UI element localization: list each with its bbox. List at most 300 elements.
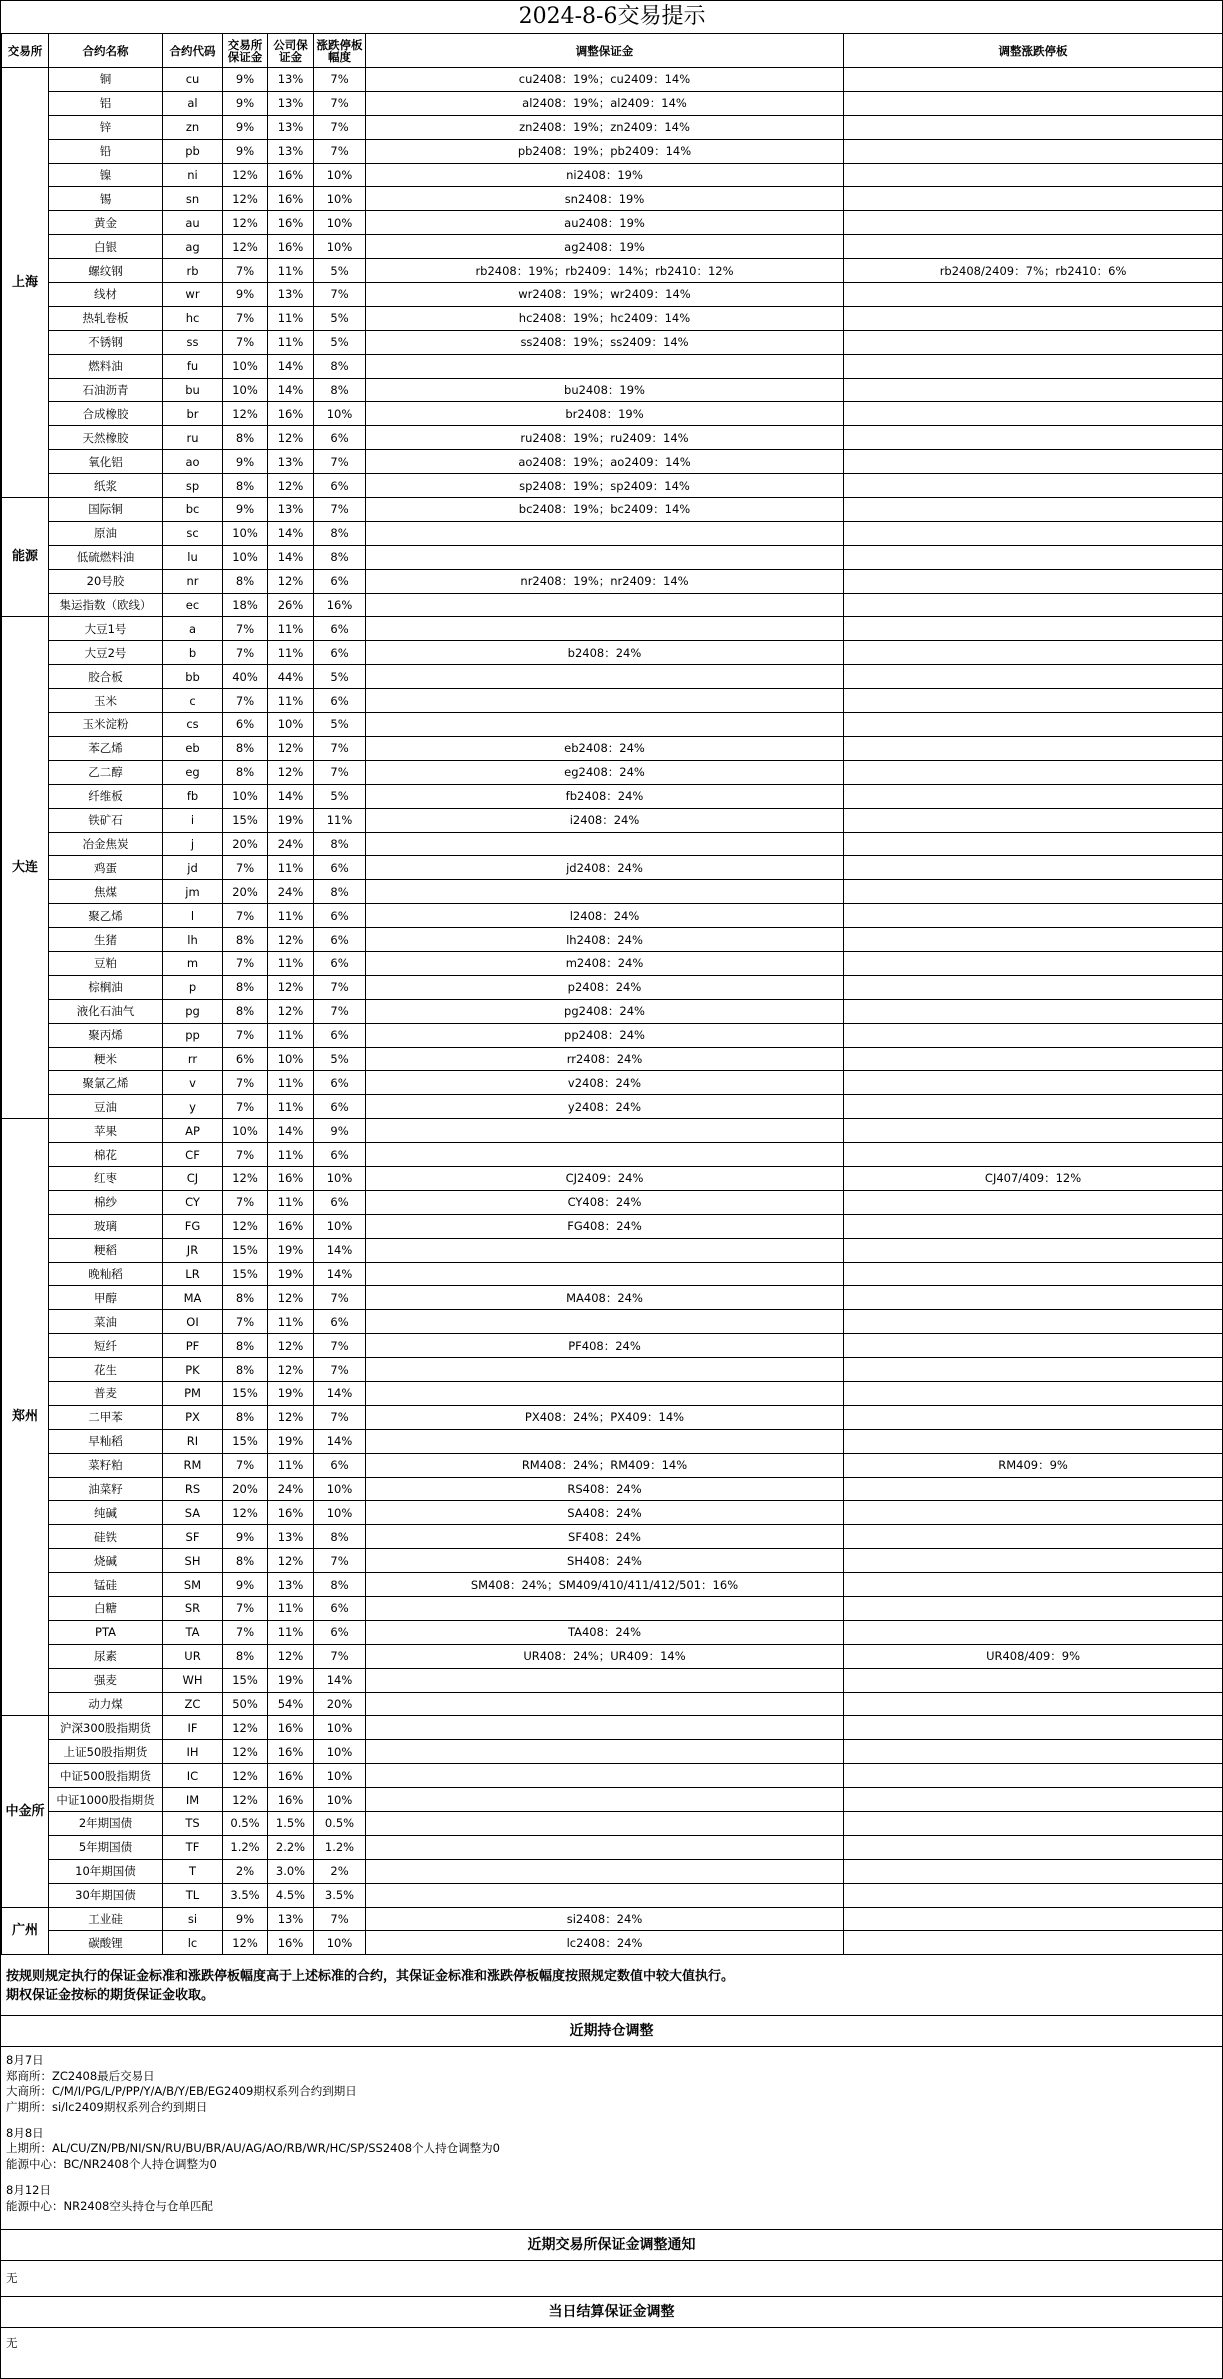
adjusted-margin xyxy=(366,354,844,378)
adjusted-limit xyxy=(844,1668,1223,1692)
limit-range: 10% xyxy=(314,1788,366,1812)
contract-code: MA xyxy=(163,1286,223,1310)
contract-code: rr xyxy=(163,1047,223,1071)
contract-code: IM xyxy=(163,1788,223,1812)
table-row xyxy=(2,736,1223,760)
position-line: 上期所：AL/CU/ZN/PB/NI/SN/RU/BU/BR/AU/AG/AO/RB/WR/HC/SP/SS2408个人持仓调整为0 xyxy=(6,2141,500,2156)
contract-name: 黄金 xyxy=(49,211,163,235)
table-row xyxy=(2,1310,1223,1334)
table-row xyxy=(2,617,1223,641)
exchange-margin: 9% xyxy=(223,91,268,115)
company-margin: 16% xyxy=(268,235,314,259)
company-margin: 16% xyxy=(268,1931,314,1955)
contract-name: 硅铁 xyxy=(49,1525,163,1549)
adjusted-margin: p2408：24% xyxy=(366,975,844,999)
contract-name: 动力煤 xyxy=(49,1692,163,1716)
note-line: 按规则规定执行的保证金标准和涨跌停板幅度高于上述标准的合约，其保证金标准和涨跌停板幅度按照规定数值中较大值执行。 xyxy=(6,1969,735,1985)
contract-name: 热轧卷板 xyxy=(49,306,163,330)
adjusted-margin xyxy=(366,1143,844,1167)
contract-code: PM xyxy=(163,1381,223,1405)
table-row xyxy=(2,1429,1223,1453)
contract-code: ag xyxy=(163,235,223,259)
adjusted-margin: sn2408：19% xyxy=(366,187,844,211)
exchange-margin: 12% xyxy=(223,163,268,187)
limit-range: 7% xyxy=(314,283,366,307)
exchange-margin: 20% xyxy=(223,1477,268,1501)
company-margin: 24% xyxy=(268,832,314,856)
contract-code: p xyxy=(163,975,223,999)
exchange-margin: 8% xyxy=(223,928,268,952)
table-row xyxy=(2,1883,1223,1907)
contract-code: PX xyxy=(163,1405,223,1429)
company-margin: 44% xyxy=(268,665,314,689)
adjusted-limit xyxy=(844,211,1223,235)
limit-range: 14% xyxy=(314,1262,366,1286)
exchange-margin: 7% xyxy=(223,904,268,928)
adjusted-margin xyxy=(366,1262,844,1286)
contract-name: 白糖 xyxy=(49,1597,163,1621)
exchange-margin: 12% xyxy=(223,1764,268,1788)
contract-code: SM xyxy=(163,1573,223,1597)
limit-range: 6% xyxy=(314,1143,366,1167)
company-margin: 13% xyxy=(268,1525,314,1549)
adjusted-margin: rr2408：24% xyxy=(366,1047,844,1071)
table-row xyxy=(2,450,1223,474)
limit-range: 6% xyxy=(314,474,366,498)
contract-name: 胶合板 xyxy=(49,665,163,689)
table-row xyxy=(2,330,1223,354)
contract-name: 原油 xyxy=(49,521,163,545)
exchange-margin: 10% xyxy=(223,378,268,402)
company-margin: 11% xyxy=(268,689,314,713)
adjusted-limit xyxy=(844,569,1223,593)
exchange-name: 郑州 xyxy=(2,1119,49,1716)
limit-range: 8% xyxy=(314,378,366,402)
contract-code: nr xyxy=(163,569,223,593)
exchange-margin: 8% xyxy=(223,1644,268,1668)
header-cell: 涨跌停板幅度 xyxy=(314,34,366,68)
adjusted-limit xyxy=(844,68,1223,92)
table-row xyxy=(2,163,1223,187)
exchange-margin: 15% xyxy=(223,1238,268,1262)
exchange-margin: 8% xyxy=(223,1334,268,1358)
limit-range: 5% xyxy=(314,330,366,354)
company-margin: 11% xyxy=(268,1620,314,1644)
limit-range: 16% xyxy=(314,593,366,617)
limit-range: 10% xyxy=(314,211,366,235)
adjusted-limit xyxy=(844,1095,1223,1119)
contract-name: 中证1000股指期货 xyxy=(49,1788,163,1812)
exchange-margin: 9% xyxy=(223,450,268,474)
exchange-margin: 7% xyxy=(223,951,268,975)
adjusted-limit xyxy=(844,1238,1223,1262)
contract-name: 镍 xyxy=(49,163,163,187)
contract-code: sp xyxy=(163,474,223,498)
table-row xyxy=(2,689,1223,713)
table-row xyxy=(2,474,1223,498)
contract-name: 燃料油 xyxy=(49,354,163,378)
limit-range: 6% xyxy=(314,951,366,975)
exchange-margin: 8% xyxy=(223,426,268,450)
adjusted-limit: UR408/409：9% xyxy=(844,1644,1223,1668)
company-margin: 13% xyxy=(268,139,314,163)
company-margin: 11% xyxy=(268,1310,314,1334)
limit-range: 7% xyxy=(314,1907,366,1931)
limit-range: 10% xyxy=(314,235,366,259)
adjusted-margin xyxy=(366,832,844,856)
contract-name: 豆粕 xyxy=(49,951,163,975)
limit-range: 1.2% xyxy=(314,1835,366,1859)
limit-range: 0.5% xyxy=(314,1812,366,1836)
company-margin: 14% xyxy=(268,545,314,569)
adjusted-limit xyxy=(844,283,1223,307)
exchange-margin: 10% xyxy=(223,1119,268,1143)
contract-code: SA xyxy=(163,1501,223,1525)
table-row xyxy=(2,1859,1223,1883)
adjusted-margin: MA408：24% xyxy=(366,1286,844,1310)
contract-name: 晚籼稻 xyxy=(49,1262,163,1286)
contract-name: 聚乙烯 xyxy=(49,904,163,928)
adjusted-limit xyxy=(844,1310,1223,1334)
adjusted-margin xyxy=(366,1429,844,1453)
adjusted-margin: ag2408：19% xyxy=(366,235,844,259)
exchange-margin: 12% xyxy=(223,1931,268,1955)
exchange-margin: 10% xyxy=(223,784,268,808)
adjusted-limit xyxy=(844,975,1223,999)
company-margin: 11% xyxy=(268,856,314,880)
exchange-margin: 1.2% xyxy=(223,1835,268,1859)
exchange-margin: 12% xyxy=(223,1166,268,1190)
table-row xyxy=(2,1071,1223,1095)
adjusted-margin: jd2408：24% xyxy=(366,856,844,880)
contract-code: FG xyxy=(163,1214,223,1238)
adjusted-limit xyxy=(844,951,1223,975)
adjusted-limit xyxy=(844,1597,1223,1621)
company-margin: 14% xyxy=(268,784,314,808)
adjusted-margin xyxy=(366,545,844,569)
contract-name: 苹果 xyxy=(49,1119,163,1143)
margin-table xyxy=(1,1,1223,1955)
company-margin: 13% xyxy=(268,450,314,474)
contract-name: 上证50股指期货 xyxy=(49,1740,163,1764)
adjusted-limit xyxy=(844,1405,1223,1429)
contract-code: RS xyxy=(163,1477,223,1501)
adjusted-margin: i2408：24% xyxy=(366,808,844,832)
adjusted-limit xyxy=(844,784,1223,808)
table-row xyxy=(2,856,1223,880)
table-row xyxy=(2,1095,1223,1119)
adjusted-margin: CJ2409：24% xyxy=(366,1166,844,1190)
limit-range: 6% xyxy=(314,904,366,928)
contract-code: SF xyxy=(163,1525,223,1549)
contract-code: bb xyxy=(163,665,223,689)
position-date: 8月7日 xyxy=(6,2053,44,2068)
contract-code: WH xyxy=(163,1668,223,1692)
limit-range: 8% xyxy=(314,545,366,569)
adjusted-margin: RS408：24% xyxy=(366,1477,844,1501)
contract-name: 棕榈油 xyxy=(49,975,163,999)
exchange-margin: 12% xyxy=(223,235,268,259)
adjusted-margin: eg2408：24% xyxy=(366,760,844,784)
exchange-margin: 9% xyxy=(223,139,268,163)
adjusted-margin: hc2408：19%；hc2409：14% xyxy=(366,306,844,330)
adjusted-limit xyxy=(844,689,1223,713)
table-row xyxy=(2,426,1223,450)
adjusted-limit xyxy=(844,1501,1223,1525)
exchange-margin: 7% xyxy=(223,689,268,713)
limit-range: 5% xyxy=(314,665,366,689)
adjusted-limit xyxy=(844,904,1223,928)
company-margin: 19% xyxy=(268,1238,314,1262)
contract-code: sc xyxy=(163,521,223,545)
exchange-margin: 9% xyxy=(223,115,268,139)
limit-range: 10% xyxy=(314,1716,366,1740)
exchange-margin: 7% xyxy=(223,1620,268,1644)
adjusted-margin: b2408：24% xyxy=(366,641,844,665)
company-margin: 26% xyxy=(268,593,314,617)
company-margin: 14% xyxy=(268,378,314,402)
contract-name: 玉米淀粉 xyxy=(49,713,163,737)
table-row xyxy=(2,1716,1223,1740)
contract-name: 螺纹钢 xyxy=(49,259,163,283)
exchange-margin: 12% xyxy=(223,1788,268,1812)
table-row xyxy=(2,1262,1223,1286)
contract-code: AP xyxy=(163,1119,223,1143)
adjusted-limit xyxy=(844,1740,1223,1764)
adjusted-margin xyxy=(366,1381,844,1405)
contract-code: lh xyxy=(163,928,223,952)
limit-range: 7% xyxy=(314,139,366,163)
adjusted-margin xyxy=(366,689,844,713)
contract-code: IC xyxy=(163,1764,223,1788)
adjusted-margin: PF408：24% xyxy=(366,1334,844,1358)
table-row xyxy=(2,1788,1223,1812)
limit-range: 9% xyxy=(314,1119,366,1143)
notes xyxy=(1,1955,1222,2015)
contract-name: 苯乙烯 xyxy=(49,736,163,760)
contract-code: i xyxy=(163,808,223,832)
exchange-margin: 7% xyxy=(223,1453,268,1477)
adjusted-limit xyxy=(844,1573,1223,1597)
table-row xyxy=(2,1381,1223,1405)
adjusted-margin: bc2408：19%；bc2409：14% xyxy=(366,498,844,522)
adjusted-limit xyxy=(844,402,1223,426)
limit-range: 6% xyxy=(314,569,366,593)
contract-name: 聚丙烯 xyxy=(49,1023,163,1047)
table-row xyxy=(2,593,1223,617)
contract-code: l xyxy=(163,904,223,928)
adjusted-limit xyxy=(844,808,1223,832)
table-row xyxy=(2,1644,1223,1668)
company-margin: 10% xyxy=(268,713,314,737)
exchange-name: 广州 xyxy=(2,1907,49,1955)
table-row xyxy=(2,1764,1223,1788)
position-group xyxy=(6,2126,1217,2172)
limit-range: 14% xyxy=(314,1381,366,1405)
adjusted-margin: FG408：24% xyxy=(366,1214,844,1238)
limit-range: 5% xyxy=(314,713,366,737)
exchange-margin: 10% xyxy=(223,354,268,378)
contract-name: 豆油 xyxy=(49,1095,163,1119)
company-margin: 19% xyxy=(268,1668,314,1692)
adjusted-limit xyxy=(844,450,1223,474)
contract-name: 粳米 xyxy=(49,1047,163,1071)
table-row xyxy=(2,808,1223,832)
table-row xyxy=(2,880,1223,904)
adjusted-margin xyxy=(366,880,844,904)
header-cell: 调整涨跌停板 xyxy=(844,34,1223,68)
adjusted-margin: al2408：19%；al2409：14% xyxy=(366,91,844,115)
limit-range: 8% xyxy=(314,832,366,856)
contract-name: 大豆2号 xyxy=(49,641,163,665)
adjusted-limit xyxy=(844,1358,1223,1382)
limit-range: 8% xyxy=(314,880,366,904)
table-row xyxy=(2,1286,1223,1310)
contract-name: 冶金焦炭 xyxy=(49,832,163,856)
contract-code: ao xyxy=(163,450,223,474)
contract-name: 2年期国债 xyxy=(49,1812,163,1836)
limit-range: 7% xyxy=(314,1405,366,1429)
company-margin: 12% xyxy=(268,1644,314,1668)
contract-name: 5年期国债 xyxy=(49,1835,163,1859)
adjusted-limit xyxy=(844,115,1223,139)
limit-range: 7% xyxy=(314,999,366,1023)
table-row xyxy=(2,951,1223,975)
contract-name: 棉纱 xyxy=(49,1190,163,1214)
page-title: 2024-8-6交易提示 xyxy=(2,1,1223,34)
adjusted-limit xyxy=(844,330,1223,354)
exchange-margin: 8% xyxy=(223,760,268,784)
limit-range: 6% xyxy=(314,689,366,713)
table-row xyxy=(2,1931,1223,1955)
adjusted-margin: nr2408：19%；nr2409：14% xyxy=(366,569,844,593)
adjusted-margin: au2408：19% xyxy=(366,211,844,235)
table-row xyxy=(2,545,1223,569)
table-row xyxy=(2,211,1223,235)
contract-code: zn xyxy=(163,115,223,139)
exchange-margin: 20% xyxy=(223,880,268,904)
limit-range: 20% xyxy=(314,1692,366,1716)
company-margin: 24% xyxy=(268,1477,314,1501)
contract-name: 集运指数（欧线） xyxy=(49,593,163,617)
contract-code: TS xyxy=(163,1812,223,1836)
adjusted-limit xyxy=(844,1692,1223,1716)
table-row xyxy=(2,402,1223,426)
company-margin: 11% xyxy=(268,1597,314,1621)
exchange-margin: 8% xyxy=(223,1358,268,1382)
exchange-margin: 40% xyxy=(223,665,268,689)
contract-code: CJ xyxy=(163,1166,223,1190)
limit-range: 6% xyxy=(314,617,366,641)
company-margin: 14% xyxy=(268,1119,314,1143)
contract-name: 铅 xyxy=(49,139,163,163)
adjusted-margin: TA408：24% xyxy=(366,1620,844,1644)
adjusted-margin xyxy=(366,1812,844,1836)
contract-code: TF xyxy=(163,1835,223,1859)
adjusted-margin xyxy=(366,1310,844,1334)
company-margin: 2.2% xyxy=(268,1835,314,1859)
table-row xyxy=(2,378,1223,402)
contract-name: 氧化铝 xyxy=(49,450,163,474)
contract-code: PK xyxy=(163,1358,223,1382)
contract-code: ZC xyxy=(163,1692,223,1716)
table-row xyxy=(2,1907,1223,1931)
position-date: 8月12日 xyxy=(6,2183,51,2198)
adjusted-margin: SH408：24% xyxy=(366,1549,844,1573)
adjusted-limit xyxy=(844,1931,1223,1955)
adjusted-limit xyxy=(844,1071,1223,1095)
contract-name: 大豆1号 xyxy=(49,617,163,641)
exchange-margin: 7% xyxy=(223,641,268,665)
contract-code: IF xyxy=(163,1716,223,1740)
limit-range: 6% xyxy=(314,1453,366,1477)
exchange-margin: 7% xyxy=(223,1023,268,1047)
contract-code: j xyxy=(163,832,223,856)
adjusted-limit xyxy=(844,880,1223,904)
limit-range: 6% xyxy=(314,856,366,880)
adjusted-margin xyxy=(366,1119,844,1143)
exchange-margin: 12% xyxy=(223,1214,268,1238)
exchange-margin: 15% xyxy=(223,1668,268,1692)
company-margin: 10% xyxy=(268,1047,314,1071)
table-row xyxy=(2,1812,1223,1836)
adjusted-limit xyxy=(844,1764,1223,1788)
position-line: 郑商所：ZC2408最后交易日 xyxy=(6,2068,155,2083)
company-margin: 13% xyxy=(268,1907,314,1931)
company-margin: 13% xyxy=(268,68,314,92)
table-header xyxy=(2,34,1223,68)
contract-code: CY xyxy=(163,1190,223,1214)
adjusted-limit xyxy=(844,1143,1223,1167)
limit-range: 11% xyxy=(314,808,366,832)
contract-code: eb xyxy=(163,736,223,760)
exchange-margin: 10% xyxy=(223,545,268,569)
table-row xyxy=(2,569,1223,593)
company-margin: 13% xyxy=(268,283,314,307)
exchange-margin: 7% xyxy=(223,617,268,641)
adjusted-limit xyxy=(844,1883,1223,1907)
table-row xyxy=(2,91,1223,115)
table-row xyxy=(2,713,1223,737)
limit-range: 14% xyxy=(314,1238,366,1262)
company-margin: 19% xyxy=(268,1381,314,1405)
limit-range: 10% xyxy=(314,1166,366,1190)
adjusted-margin xyxy=(366,593,844,617)
exchange-margin: 18% xyxy=(223,593,268,617)
company-margin: 12% xyxy=(268,1405,314,1429)
company-margin: 16% xyxy=(268,163,314,187)
adjusted-margin: zn2408：19%；zn2409：14% xyxy=(366,115,844,139)
adjusted-limit xyxy=(844,1835,1223,1859)
adjusted-margin: CY408：24% xyxy=(366,1190,844,1214)
header-cell: 合约代码 xyxy=(163,34,223,68)
limit-range: 7% xyxy=(314,1334,366,1358)
contract-code: fb xyxy=(163,784,223,808)
adjusted-limit xyxy=(844,163,1223,187)
limit-range: 7% xyxy=(314,1644,366,1668)
adjusted-limit xyxy=(844,713,1223,737)
adjusted-margin xyxy=(366,1764,844,1788)
table-row xyxy=(2,283,1223,307)
table-row xyxy=(2,665,1223,689)
table-row xyxy=(2,1835,1223,1859)
adjusted-limit xyxy=(844,1214,1223,1238)
contract-name: 强麦 xyxy=(49,1668,163,1692)
exchange-margin: 7% xyxy=(223,1597,268,1621)
contract-code: jd xyxy=(163,856,223,880)
company-margin: 1.5% xyxy=(268,1812,314,1836)
contract-name: 白银 xyxy=(49,235,163,259)
